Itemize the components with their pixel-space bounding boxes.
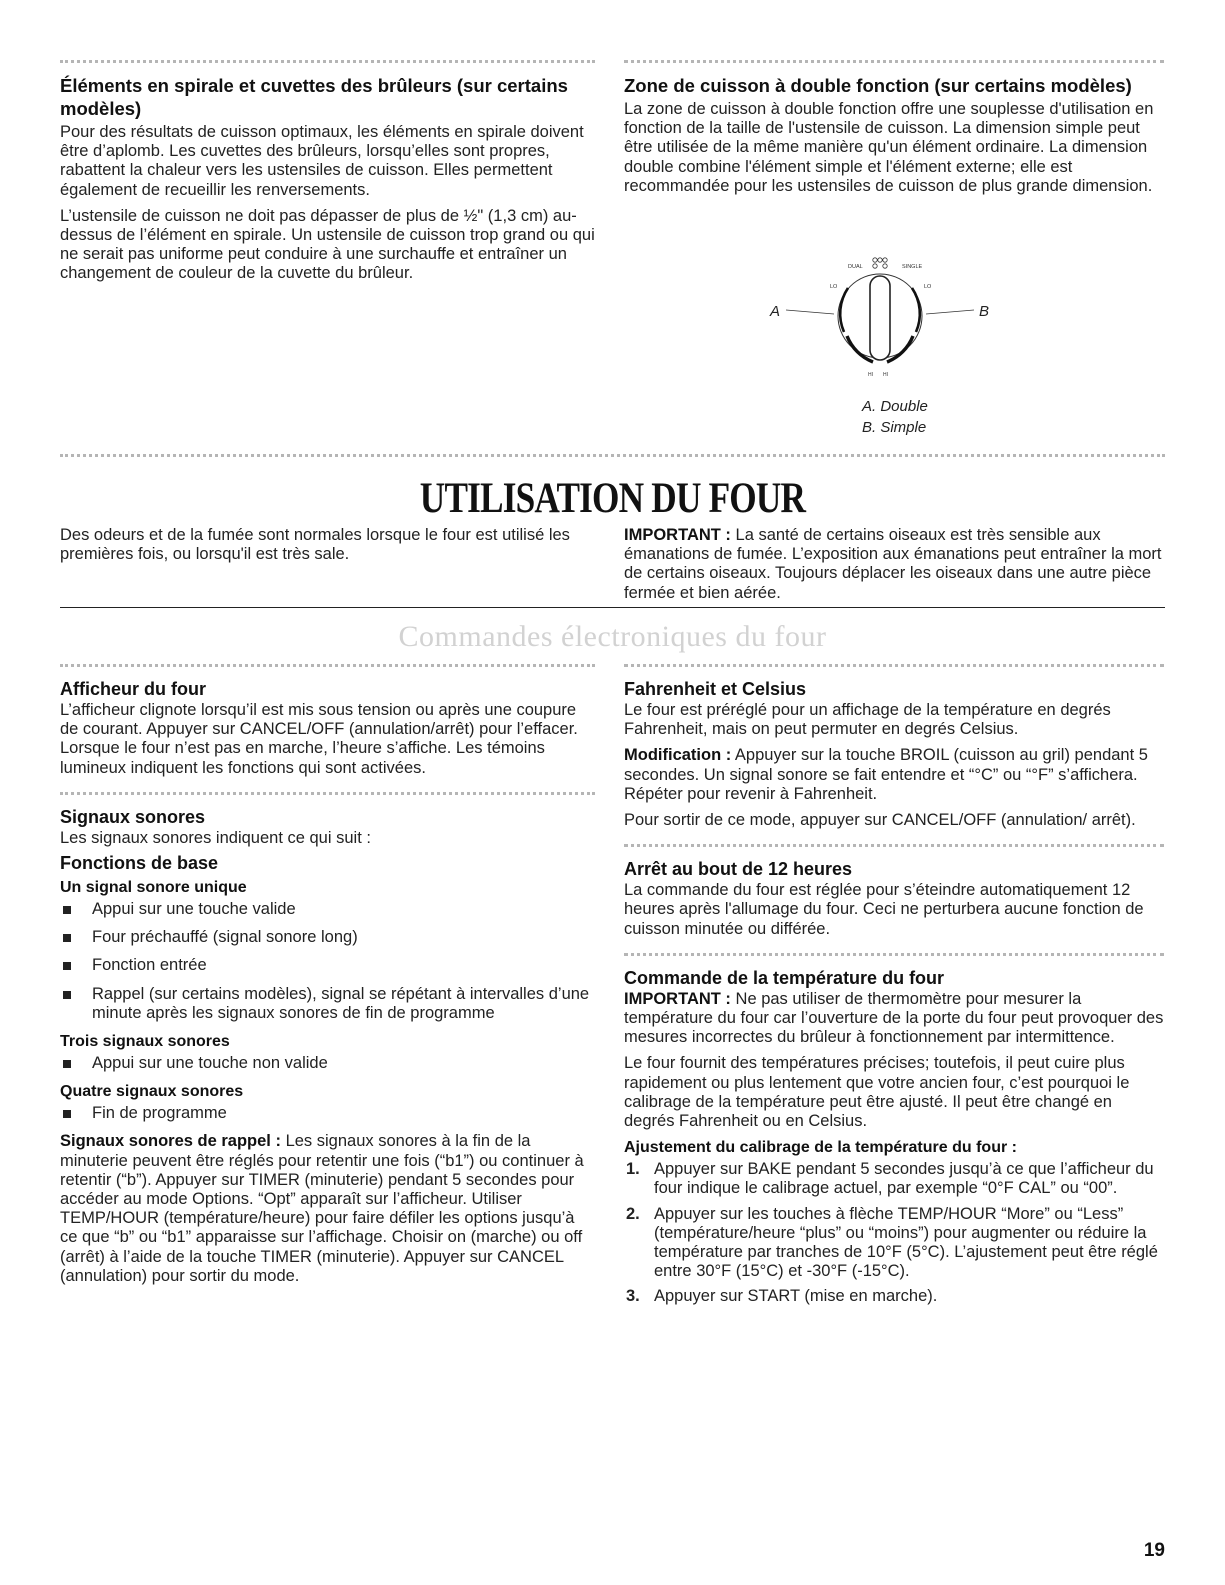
coil-elements-section [60, 60, 595, 291]
paragraph: L’afficheur clignote lorsqu’il est mis sous tension ou après une coupure de courant. Appuyer sur CANCEL/OFF (annulation/arrêt) pour l’effacer. Lorsque le four n’est pas en marche, l’heure s’affiche. Les témoins lumineux indiquent les fonctions qui sont activées. [60, 701, 578, 777]
paragraph [624, 746, 1164, 804]
intro-right [624, 526, 1164, 610]
sub-sub-heading: Un signal sonore unique [60, 879, 247, 897]
callout-a: A [770, 303, 781, 320]
divider [60, 664, 595, 669]
paragraph: La zone de cuisson à double fonction offre une souplesse d'utilisation en fonction de la taille de l'ustensile de cuisson. La dimension simple peut être utilisée de la même manière qu'un élément ordinaire. La dimension double combine l'élément simple et l'élément externe; elle est recommandée pour les ustensiles de cuisson de plus grande dimension. [624, 100, 1154, 195]
single-label: SINGLE [902, 264, 923, 270]
hi-label-right: HI [883, 372, 888, 378]
list-item: Four préchauffé (signal sonore long) [60, 928, 595, 947]
divider [624, 844, 1164, 849]
step-number: 2. [626, 1204, 640, 1223]
bullet-list [60, 900, 595, 1023]
callout-line-a [786, 310, 834, 314]
bold-label: Modification : [624, 746, 732, 765]
dual-scale-arc [840, 288, 848, 332]
divider [60, 60, 595, 65]
caption-b: B. Simple [862, 419, 927, 436]
heat-indicator-icon [873, 258, 887, 268]
section-heading: Zone de cuisson à double fonction (sur certains modèles) [624, 75, 1132, 96]
sub-heading: Fonctions de base [60, 853, 219, 874]
bold-label: Signaux sonores de rappel : [60, 1132, 281, 1151]
step-number: 1. [626, 1160, 640, 1179]
left-column [60, 664, 595, 1293]
divider [60, 607, 1165, 608]
list-item: Fin de programme [60, 1104, 595, 1123]
lo-label-right: LO [924, 284, 932, 290]
page-number: 19 [1143, 1540, 1165, 1561]
section-heading: Fahrenheit et Celsius [624, 679, 807, 699]
step-text: Appuyer sur START (mise en marche). [654, 1287, 938, 1306]
dual-scale-arc-high [847, 336, 873, 362]
list-item: Fonction entrée [60, 956, 595, 975]
step-text: Appuyer sur BAKE pendant 5 secondes jusqu’à ce que l’afficheur du four indique le calibrage actuel, par exemple “0°F CAL” ou “00”. [654, 1160, 1154, 1198]
divider [624, 60, 1164, 65]
section-heading: Arrêt au bout de 12 heures [624, 859, 853, 880]
dual-label: DUAL [848, 264, 863, 270]
divider [624, 664, 1164, 669]
paragraph: La commande du four est réglée pour s’éteindre automatiquement 12 heures après l'allumage du four. Ceci ne perturbera aucune fonction de cuisson minutée ou différée. [624, 881, 1144, 938]
section-heading: Éléments en spirale et cuvettes des brûleurs (sur certains modèles) [60, 75, 568, 119]
page-title: UTILISATION DU FOUR [419, 475, 806, 522]
paragraph: Pour sortir de ce mode, appuyer sur CANCEL/OFF (annulation/ arrêt). [624, 811, 1136, 830]
callout-line-b [926, 310, 974, 314]
numbered-list [624, 1160, 1164, 1306]
intro-left [60, 526, 595, 571]
dual-zone-section [624, 60, 1164, 203]
section-heading: Signaux sonores [60, 806, 206, 827]
paragraph: Les signaux sonores indiquent ce qui suit : [60, 828, 371, 847]
hi-label-left: HI [868, 372, 873, 378]
paragraph: Pour des résultats de cuisson optimaux, les éléments en spirale doivent être d’aplomb. Les cuvettes des brûleurs, lorsqu’elles sont propres, rabattent la chaleur vers les ustensiles de cuisson. Elles permettent également de recueillir les renversements. [60, 123, 584, 199]
paragraph: Le four fournit des températures précises; toutefois, il peut cuire plus rapidement ou plus lentement que votre ancien four, c’est pourquoi le calibrage de la température peut être ajusté. Il peut être changé en degrés Fahrenheit ou en Celsius. [624, 1054, 1130, 1131]
section-heading: Commande de la température du four [624, 967, 945, 988]
knob-grip [870, 276, 890, 360]
paragraph [60, 1132, 595, 1286]
paragraph: L’ustensile de cuisson ne doit pas dépasser de plus de ½" (1,3 cm) au-dessus de l’élément en spirale. Un ustensile de cuisson trop grand ou qui ne serait pas uniforme peut conduire à une surchauffe et entraîner un changement de couleur de la cuvette du brûleur. [60, 206, 595, 283]
list-item: Appui sur une touche valide [60, 900, 595, 919]
section-heading: Afficheur du four [60, 679, 206, 699]
bullet-list [60, 1104, 595, 1123]
important-paragraph [624, 526, 1164, 603]
bullet-list [60, 1054, 595, 1073]
paragraph-text: Appuyer sur la touche BROIL (cuisson au gril) pendant 5 secondes. Un signal sonore se fait entendre et “°C” ou “°F” s’affichera. Répéter pour revenir à Fahrenheit. [624, 746, 1148, 803]
step-number: 3. [626, 1287, 640, 1306]
divider [60, 792, 595, 797]
list-item: Rappel (sur certains modèles), signal se répétant à intervalles d’une minute après les signaux sonores de fin de programme [60, 985, 595, 1023]
callout-b: B [979, 303, 990, 320]
sub-heading: Ajustement du calibrage de la température du four : [624, 1139, 1017, 1157]
single-scale-arc [912, 288, 920, 332]
important-text: La santé de certains oiseaux est très sensible aux émanations de fumée. L’exposition aux émanations peut entraîner la mort de certains oiseaux. Toujours déplacer les oiseaux dans une autre pièce fermée et bien aérée. [624, 526, 1162, 602]
single-scale-arc-high [887, 336, 913, 362]
divider [624, 953, 1164, 958]
paragraph-text: Ne pas utiliser de thermomètre pour mesurer la température du four car l’ouverture de la porte du four peut provoquer des mesures incorrectes du brûleur à fonctionnement par intermittence. [624, 989, 1164, 1047]
sub-sub-heading: Quatre signaux sonores [60, 1083, 244, 1101]
subsection-title: Commandes électroniques du four [398, 620, 827, 653]
list-item: Appui sur une touche non valide [60, 1054, 595, 1073]
list-item [624, 1287, 1164, 1306]
step-text: Appuyer sur les touches à flèche TEMP/HOUR “More” ou “Less” (température/heure “plus” ou “moins”) pour augmenter ou réduire la température par tranches de 10°F (5°C). L’ajustement peut être réglé entre 30°F (15°C) et -30°F (-15°C). [654, 1204, 1158, 1281]
right-column [624, 664, 1164, 1313]
paragraph-text: Les signaux sonores à la fin de la minuterie peuvent être réglés pour retentir une fois (“b1”) ou continuer à retentir (“b”). Appuyer sur TIMER (minuterie) pendant 5 secondes pour accéder au mode Options. “Opt” apparaît sur l’afficheur. Utiliser TEMP/HOUR (température/heure) pour faire défiler les options jusqu’à ce que “b” ou “b1” apparaisse sur l’affichage. Choisir on (marche) ou off (arrêt) à l’aide de la touche TIMER (minuterie). Appuyer sur CANCEL (annulation) pour sortir du mode. [60, 1132, 584, 1285]
important-label: IMPORTANT : [624, 526, 731, 544]
paragraph: Des odeurs et de la fumée sont normales lorsque le four est utilisé les premières fois, ou lorsqu'il est très sale. [60, 526, 570, 564]
lo-label-left: LO [830, 284, 838, 290]
important-label: IMPORTANT : [624, 989, 731, 1008]
divider [60, 454, 1165, 458]
list-item [624, 1160, 1164, 1198]
paragraph [624, 990, 1164, 1048]
sub-sub-heading: Trois signaux sonores [60, 1033, 230, 1051]
caption-a: A. Double [862, 398, 928, 415]
paragraph: Le four est préréglé pour un affichage de la température en degrés Fahrenheit, mais on peut permuter en degrés Celsius. [624, 701, 1111, 739]
list-item [624, 1205, 1164, 1282]
